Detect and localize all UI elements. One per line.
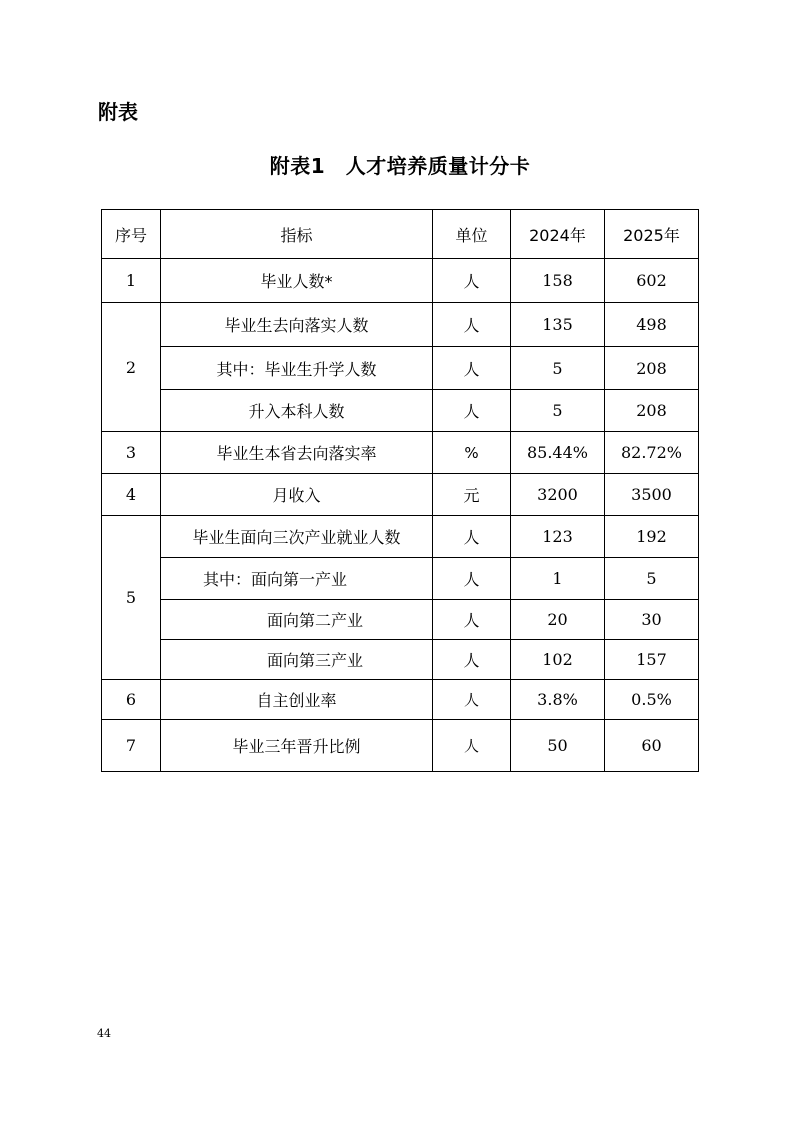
row-seq: 1 bbox=[102, 259, 161, 303]
row-indicator: 毕业生去向落实人数 bbox=[161, 303, 433, 347]
row-value-2024: 135 bbox=[511, 303, 605, 347]
table-row bbox=[102, 432, 699, 474]
row-value-2024: 85.44% bbox=[511, 432, 605, 474]
row-value-2024: 50 bbox=[511, 720, 605, 772]
table-row bbox=[102, 680, 699, 720]
table-title: 附表1 人才培养质量计分卡 bbox=[269, 154, 531, 178]
table-row bbox=[102, 347, 699, 390]
row-unit: 人 bbox=[433, 516, 511, 558]
row-value-2024: 20 bbox=[511, 600, 605, 640]
row-unit: 人 bbox=[433, 259, 511, 303]
row-seq: 4 bbox=[102, 474, 161, 516]
row-indicator: 毕业三年晋升比例 bbox=[161, 720, 433, 772]
row-value-2025: 5 bbox=[605, 558, 699, 600]
row-unit: 人 bbox=[433, 390, 511, 432]
row-value-2025: 208 bbox=[605, 390, 699, 432]
row-unit: % bbox=[433, 432, 511, 474]
row-value-2024: 158 bbox=[511, 259, 605, 303]
table-row bbox=[102, 558, 699, 600]
row-indicator: 升入本科人数 bbox=[161, 390, 433, 432]
header-row bbox=[102, 210, 699, 259]
row-value-2025: 60 bbox=[605, 720, 699, 772]
row-unit: 人 bbox=[433, 680, 511, 720]
row-value-2025: 602 bbox=[605, 259, 699, 303]
row-value-2025: 82.72% bbox=[605, 432, 699, 474]
table-row bbox=[102, 303, 699, 347]
table-row bbox=[102, 390, 699, 432]
row-indicator: 面向第二产业 bbox=[161, 600, 433, 640]
table-row bbox=[102, 600, 699, 640]
row-value-2024: 5 bbox=[511, 390, 605, 432]
row-indicator: 月收入 bbox=[161, 474, 433, 516]
row-value-2024: 102 bbox=[511, 640, 605, 680]
row-unit: 人 bbox=[433, 720, 511, 772]
row-indicator: 面向第三产业 bbox=[161, 640, 433, 680]
table-row bbox=[102, 474, 699, 516]
header-2024: 2024年 bbox=[511, 210, 605, 259]
row-value-2024: 1 bbox=[511, 558, 605, 600]
row-value-2025: 30 bbox=[605, 600, 699, 640]
row-value-2024: 5 bbox=[511, 347, 605, 390]
row-indicator: 自主创业率 bbox=[161, 680, 433, 720]
row-indicator: 毕业人数* bbox=[161, 259, 433, 303]
row-value-2025: 3500 bbox=[605, 474, 699, 516]
row-unit: 人 bbox=[433, 600, 511, 640]
row-unit: 元 bbox=[433, 474, 511, 516]
row-indicator: 其中：毕业生升学人数 bbox=[161, 347, 433, 390]
row-seq: 5 bbox=[102, 516, 161, 680]
table-row bbox=[102, 720, 699, 772]
row-seq: 6 bbox=[102, 680, 161, 720]
row-seq: 2 bbox=[102, 303, 161, 432]
row-unit: 人 bbox=[433, 303, 511, 347]
row-unit: 人 bbox=[433, 640, 511, 680]
page-number: 44 bbox=[97, 1027, 111, 1040]
row-value-2025: 208 bbox=[605, 347, 699, 390]
row-value-2025: 157 bbox=[605, 640, 699, 680]
section-title: 附表 bbox=[98, 100, 138, 124]
row-indicator: 毕业生本省去向落实率 bbox=[161, 432, 433, 474]
header-seq: 序号 bbox=[102, 210, 161, 259]
row-value-2024: 123 bbox=[511, 516, 605, 558]
header-indicator: 指标 bbox=[161, 210, 433, 259]
row-value-2024: 3.8% bbox=[511, 680, 605, 720]
talent-quality-scorecard-table bbox=[101, 209, 699, 772]
row-seq: 3 bbox=[102, 432, 161, 474]
table-row bbox=[102, 640, 699, 680]
row-value-2025: 0.5% bbox=[605, 680, 699, 720]
header-2025: 2025年 bbox=[605, 210, 699, 259]
row-indicator: 其中：面向第一产业 bbox=[161, 558, 433, 600]
row-value-2025: 498 bbox=[605, 303, 699, 347]
table-row bbox=[102, 259, 699, 303]
row-value-2024: 3200 bbox=[511, 474, 605, 516]
row-unit: 人 bbox=[433, 347, 511, 390]
row-value-2025: 192 bbox=[605, 516, 699, 558]
row-indicator: 毕业生面向三次产业就业人数 bbox=[161, 516, 433, 558]
row-unit: 人 bbox=[433, 558, 511, 600]
header-unit: 单位 bbox=[433, 210, 511, 259]
table-row bbox=[102, 516, 699, 558]
row-seq: 7 bbox=[102, 720, 161, 772]
